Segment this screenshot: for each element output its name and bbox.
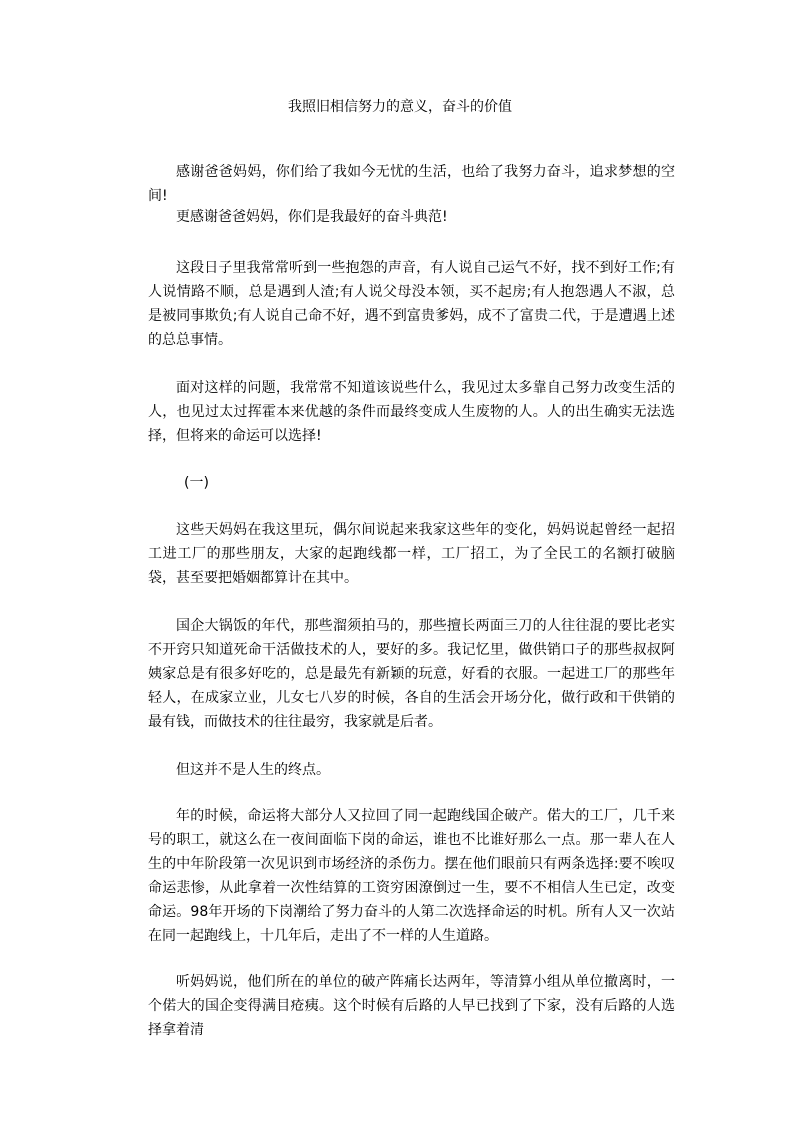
paragraph-7: 但这并不是人生的终点。 xyxy=(176,762,330,778)
paragraph-3: 这段日子里我常常听到一些抱怨的声音，有人说自己运气不好，找不到好工作;有人说情路不顺，总是遇到人渣;有人说父母没本领，买不起房;有人抱怨遇人不淑，总是被同事欺负;有人说自己命不好，遇不到富贵爹妈，成不了富贵二代，于是遭遇上述的总总事情。 xyxy=(148,260,675,348)
paragraph-4: 面对这样的问题，我常常不知道该说些什么，我见过太多靠自己努力改变生活的人，也见过太过挥霍本来优越的条件而最终变成人生废物的人。人的出生确实无法选择，但将来的命运可以选择! xyxy=(148,380,675,444)
paragraph-5: 这些天妈妈在我这里玩，偶尔间说起来我家这些年的变化，妈妈说起曾经一起招工进工厂的那些朋友，大家的起跑线都一样，工厂招工，为了全民工的名额打破脑袋，甚至要把婚姻都算计在其中。 xyxy=(148,522,675,586)
section-heading-1: (一) xyxy=(184,475,209,491)
paragraph-2: 更感谢爸爸妈妈，你们是我最好的奋斗典范! xyxy=(176,209,448,225)
document-title: 我照旧相信努力的意义，奋斗的价值 xyxy=(288,99,512,115)
paragraph-9: 听妈妈说，他们所在的单位的破产阵痛长达两年，等清算小组从单位撤离时，一个偌大的国企变得满目疮痍。这个时候有后路的人早已找到了下家，没有后路的人选择拿着清 xyxy=(148,974,675,1038)
paragraph-6: 国企大锅饭的年代，那些溜须拍马的，那些擅长两面三刀的人往往混的要比老实不开窍只知道死命干活做技术的人，要好的多。我记忆里，做供销口子的那些叔叔阿姨家总是有很多好吃的，总是最先有新颖的玩意，好看的衣服。一起进工厂的那些年轻人，在成家立业，儿女七八岁的时候，各自的生活会开场分化，做行政和干供销的最有钱，而做技术的往往最穷，我家就是后者。 xyxy=(148,618,675,730)
paragraph-1: 感谢爸爸妈妈，你们给了我如今无忧的生活，也给了我努力奋斗，追求梦想的空间! xyxy=(148,164,675,204)
paragraph-8: 年的时候，命运将大部分人又拉回了同一起跑线国企破产。偌大的工厂，几千来号的职工，就这么在一夜间面临下岗的命运，谁也不比谁好那么一点。那一辈人在人生的中年阶段第一次见识到市场经济的杀伤力。摆在他们眼前只有两条选择:要不唉叹命运悲惨，从此拿着一次性结算的工资穷困潦倒过一生，要不不相信人生已定，改变命运。98年开场的下岗潮给了努力奋斗的人第二次选择命运的时机。所有人又一次站在同一起跑线上，十几年后，走出了不一样的人生道路。 xyxy=(148,808,675,944)
